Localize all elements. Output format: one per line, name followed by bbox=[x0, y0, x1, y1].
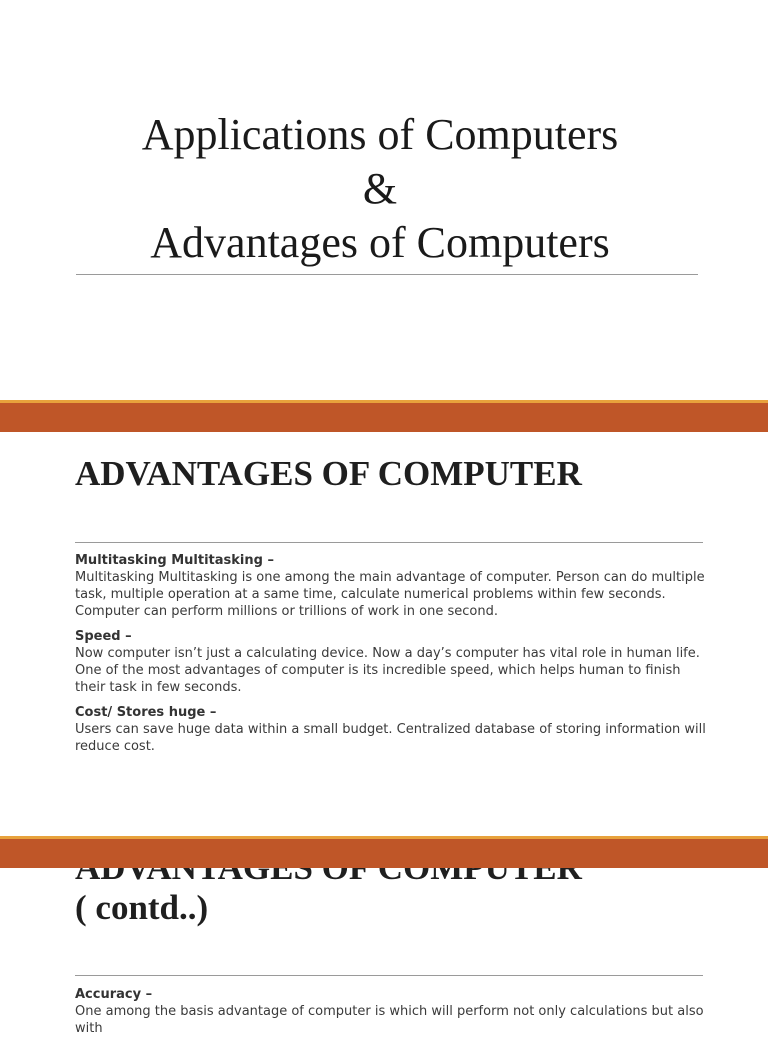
header-band bbox=[0, 836, 768, 868]
advantages-slide bbox=[0, 400, 768, 836]
section-title: Accuracy – bbox=[75, 987, 153, 1002]
section-title: Cost/ Stores huge – bbox=[75, 705, 217, 720]
heading-divider bbox=[75, 542, 703, 543]
slide-content bbox=[75, 552, 710, 763]
section-body: One among the basis advantage of computer is which will perform not only calculations but also with bbox=[75, 1004, 704, 1036]
heading-line-2: ( contd..) bbox=[75, 888, 209, 927]
slide-heading: ADVANTAGES OF COMPUTER bbox=[75, 454, 582, 493]
section-body: Users can save huge data within a small budget. Centralized database of storing information will reduce cost. bbox=[75, 722, 706, 754]
section-cost bbox=[75, 704, 710, 755]
title-slide bbox=[0, 0, 768, 400]
heading-divider bbox=[75, 975, 703, 976]
section-body: Multitasking Multitasking is one among the main advantage of computer. Person can do multiple task, multiple operation at a same time, calculate numerical problems within few seconds. Computer can perform millions or trillions of work in one second. bbox=[75, 570, 705, 619]
slide-content bbox=[75, 986, 710, 1045]
title-line-1: Applications of Computers bbox=[141, 110, 619, 159]
section-body: Now computer isn’t just a calculating device. Now a day’s computer has vital role in human life. One of the most advantages of computer is its incredible speed, which helps human to finish their task in few seconds. bbox=[75, 646, 700, 695]
section-title: Multitasking Multitasking – bbox=[75, 553, 274, 568]
advantages-contd-slide bbox=[0, 836, 768, 1036]
header-band bbox=[0, 400, 768, 432]
section-speed bbox=[75, 628, 710, 696]
section-multitasking bbox=[75, 552, 710, 620]
slide-title bbox=[60, 108, 700, 270]
title-line-2: & bbox=[362, 164, 398, 213]
section-title: Speed – bbox=[75, 629, 132, 644]
section-accuracy bbox=[75, 986, 710, 1037]
title-divider bbox=[76, 274, 698, 275]
title-line-3: Advantages of Computers bbox=[150, 218, 610, 267]
